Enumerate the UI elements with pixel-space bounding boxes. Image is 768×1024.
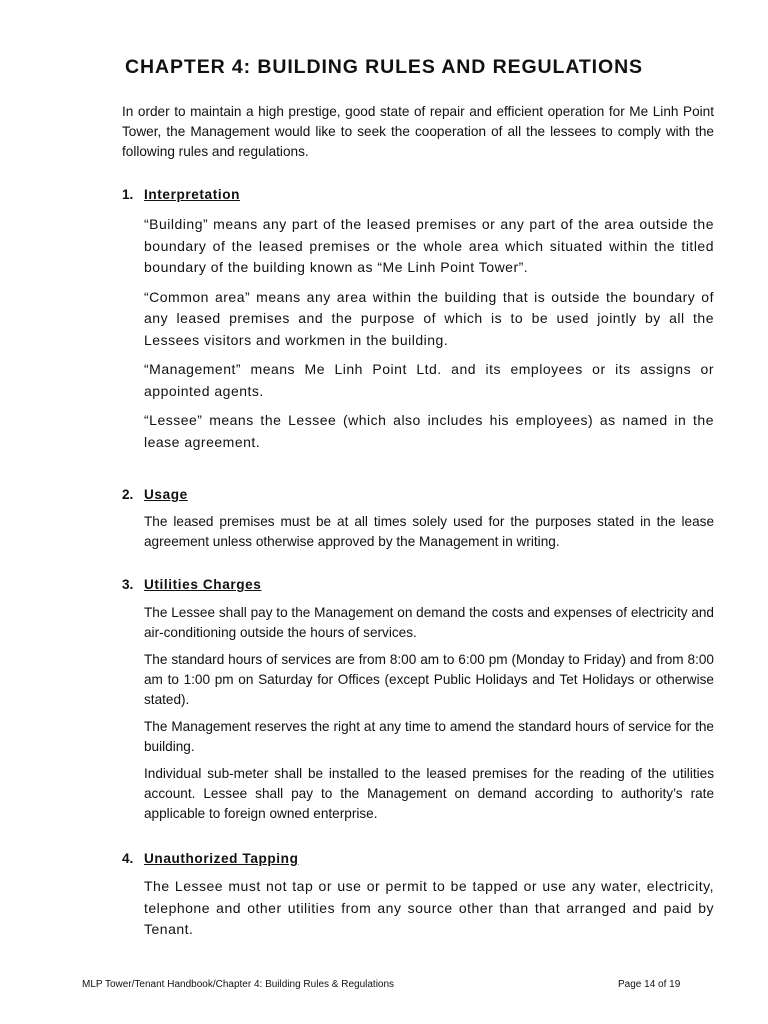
- footer-document-path: MLP Tower/Tenant Handbook/Chapter 4: Building Rules & Regulations: [82, 979, 395, 990]
- tapping-paragraph: The Lessee must not tap or use or permit to be tapped or use any water, electricity, telephone and other utilities from any source other than that arranged and paid by Tenant.: [144, 878, 714, 937]
- intro-paragraph: In order to maintain a high prestige, good state of repair and efficient operation for Me Linh Point Tower, the Management would like to seek the cooperation of all the lessees to comply with the following rules and regulations.: [122, 104, 714, 159]
- page-title: CHAPTER 4: BUILDING RULES AND REGULATIONS: [125, 56, 643, 78]
- usage-paragraph: The leased premises must be at all times solely used for the purposes stated in the lease agreement unless otherwise approved by the Management in writing.: [144, 514, 714, 549]
- section-number: 2.: [122, 487, 134, 502]
- section-title: Unauthorized Tapping: [144, 851, 299, 866]
- section-number: 1.: [122, 187, 134, 202]
- footer-page-number: Page 14 of 19: [618, 979, 681, 990]
- section-number: 4.: [122, 851, 134, 866]
- definition-management: “Management” means Me Linh Point Ltd. and its employees or its assigns or appointed agents.: [144, 361, 714, 399]
- section-usage: [122, 486, 714, 552]
- service-hours-paragraph: The standard hours of services are from 8:00 am to 6:00 pm (Monday to Friday) and from 8:00 am to 1:00 pm on Saturday for Offices (except Public Holidays and Tet Holidays or otherwise stated).: [144, 652, 714, 707]
- utilities-paragraph: The Lessee shall pay to the Management on demand the costs and expenses of electricity and air-conditioning outside the hours of services.: [144, 605, 714, 640]
- section-unauthorized-tapping: [122, 850, 714, 941]
- definition-building: “Building” means any part of the leased premises or any part of the area outside the boundary of the leased premises or the whole area which situated within the titled boundary of the building known as “Me Linh Point Tower”.: [144, 216, 714, 275]
- section-utilities-charges: [122, 576, 714, 824]
- definition-common-area: “Common area” means any area within the building that is outside the boundary of any leased premises and the purpose of which is to be used jointly by all the Lessees visitors and workmen in the building.: [144, 288, 714, 348]
- section-title: Usage: [144, 487, 188, 502]
- section-interpretation: [122, 186, 714, 453]
- definition-lessee: “Lessee” means the Lessee (which also includes his employees) as named in the lease agreement.: [144, 412, 714, 450]
- section-heading: [122, 186, 714, 204]
- section-heading: [122, 576, 714, 594]
- section-heading: [122, 850, 714, 868]
- section-title: Interpretation: [144, 187, 241, 202]
- section-title: Utilities Charges: [144, 577, 262, 592]
- section-number: 3.: [122, 577, 134, 592]
- amend-hours-paragraph: The Management reserves the right at any time to amend the standard hours of service for the building.: [144, 719, 714, 754]
- sub-meter-paragraph: Individual sub-meter shall be installed to the leased premises for the reading of the utilities account. Lessee shall pay to the Management on demand according to authority’s rate applicable to foreign owned enterprise.: [144, 766, 714, 821]
- section-heading: [122, 486, 714, 504]
